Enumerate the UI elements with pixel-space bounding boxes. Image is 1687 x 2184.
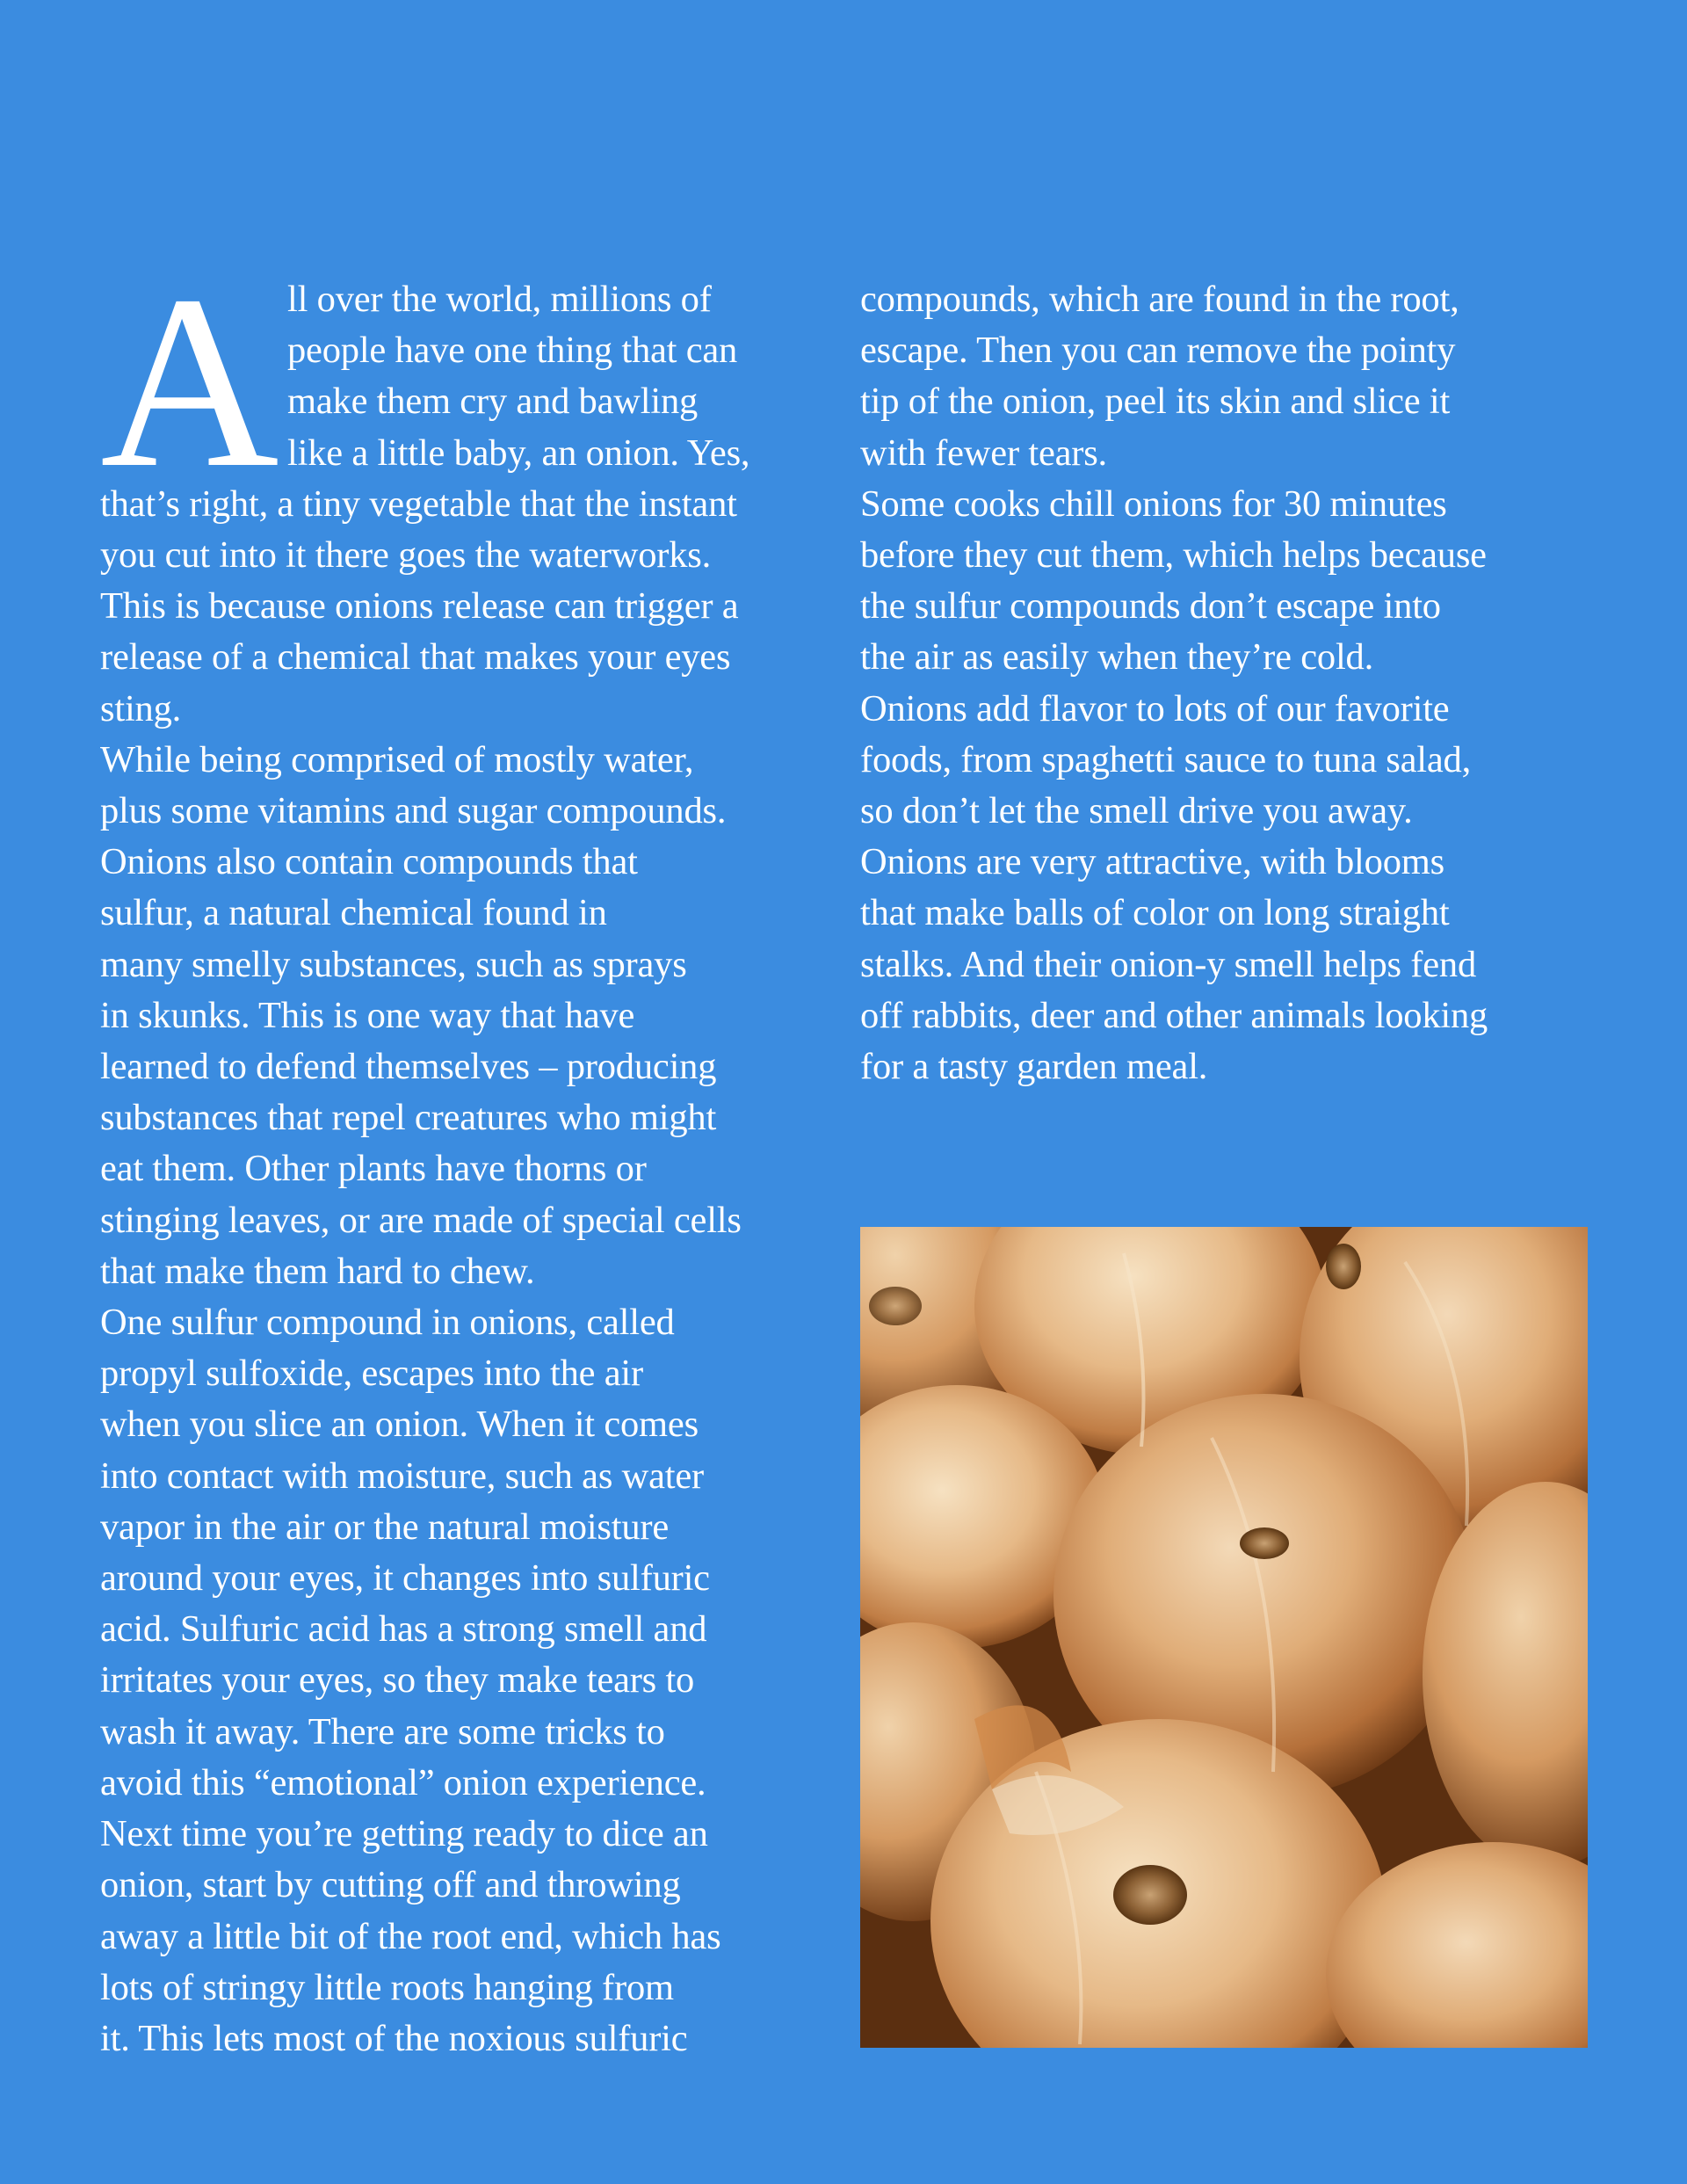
paragraph-line: away a little bit of the root end, which has [100,1915,721,1957]
paragraph-line: with fewer tears. [860,432,1107,474]
onions-illustration [860,1227,1588,2048]
paragraph-line: like a little baby, an onion. Yes, [287,432,750,474]
paragraph-line: stinging leaves, or are made of special cells [100,1199,742,1241]
paragraph-line: when you slice an onion. When it comes [100,1404,699,1446]
paragraph-line: compounds, which are found in the root, [860,279,1459,320]
paragraph-line: sulfur, a natural chemical found in [100,892,607,934]
paragraph-line: into contact with moisture, such as water [100,1455,704,1497]
onions-photo [860,1227,1588,2048]
paragraph-line: you cut into it there goes the waterworks. [100,534,712,577]
paragraph-line: for a tasty garden meal. [860,1046,1208,1088]
paragraph-line: This is because onions release can trigger a [100,585,739,628]
paragraph-line: release of a chemical that makes your eyes [100,636,731,678]
paragraph-line: lots of stringy little roots hanging from [100,1966,674,2008]
right-column [860,274,1607,1092]
paragraph-line: it. This lets most of the noxious sulfuric [100,2017,688,2059]
paragraph-line: eat them. Other plants have thorns or [100,1148,647,1190]
paragraph-line: onion, start by cutting off and throwing [100,1864,681,1906]
paragraph-line: One sulfur compound in onions, called [100,1302,675,1344]
drop-cap: A [100,244,279,519]
paragraph-line: tip of the onion, peel its skin and slice it [860,381,1451,423]
paragraph-line: people have one thing that can [287,330,738,372]
paragraph-line: that’s right, a tiny vegetable that the instant [100,483,737,525]
paragraph-line: learned to defend themselves – producing [100,1046,717,1088]
paragraph-line: ll over the world, millions of [287,279,712,320]
paragraph-line: plus some vitamins and sugar compounds. [100,790,727,832]
paragraph-line: many smelly substances, such as sprays [100,943,687,985]
paragraph-line: Onions add flavor to lots of our favorite [860,687,1450,729]
paragraph-line: make them cry and bawling [287,381,699,423]
paragraph-line: Some cooks chill onions for 30 minutes [860,483,1447,525]
paragraph-line: that make them hard to chew. [100,1250,535,1292]
paragraph-line: vapor in the air or the natural moisture [100,1506,669,1548]
paragraph-line: stalks. And their onion-y smell helps fend [860,943,1477,985]
paragraph-line: the sulfur compounds don’t escape into [860,585,1441,628]
paragraph-line: substances that repel creatures who might [100,1097,717,1139]
paragraph-line: wash it away. There are some tricks to [100,1710,665,1752]
paragraph-line: around your eyes, it changes into sulfuric [100,1557,710,1600]
left-column [100,244,847,2064]
paragraph-line: escape. Then you can remove the pointy [860,330,1456,372]
paragraph-line: foods, from spaghetti sauce to tuna salad, [860,738,1472,780]
paragraph-line: avoid this “emotional” onion experience. [100,1761,706,1803]
paragraph-line: Next time you’re getting ready to dice an [100,1813,708,1855]
paragraph-line: propyl sulfoxide, escapes into the air [100,1353,643,1395]
paragraph-line: off rabbits, deer and other animals looking [860,994,1488,1036]
paragraph-line: so don’t let the smell drive you away. [860,790,1413,832]
paragraph-line: Onions also contain compounds that [100,841,638,883]
paragraph-line: While being comprised of mostly water, [100,738,694,780]
paragraph-line: Onions are very attractive, with blooms [860,841,1444,883]
paragraph-line: that make balls of color on long straight [860,892,1450,934]
paragraph-line: before they cut them, which helps because [860,534,1487,577]
paragraph-line: the air as easily when they’re cold. [860,636,1374,678]
paragraph-line: acid. Sulfuric acid has a strong smell and [100,1608,707,1651]
paragraph-line: sting. [100,687,182,729]
paragraph-line: irritates your eyes, so they make tears to [100,1659,695,1701]
paragraph-line: in skunks. This is one way that have [100,994,635,1036]
